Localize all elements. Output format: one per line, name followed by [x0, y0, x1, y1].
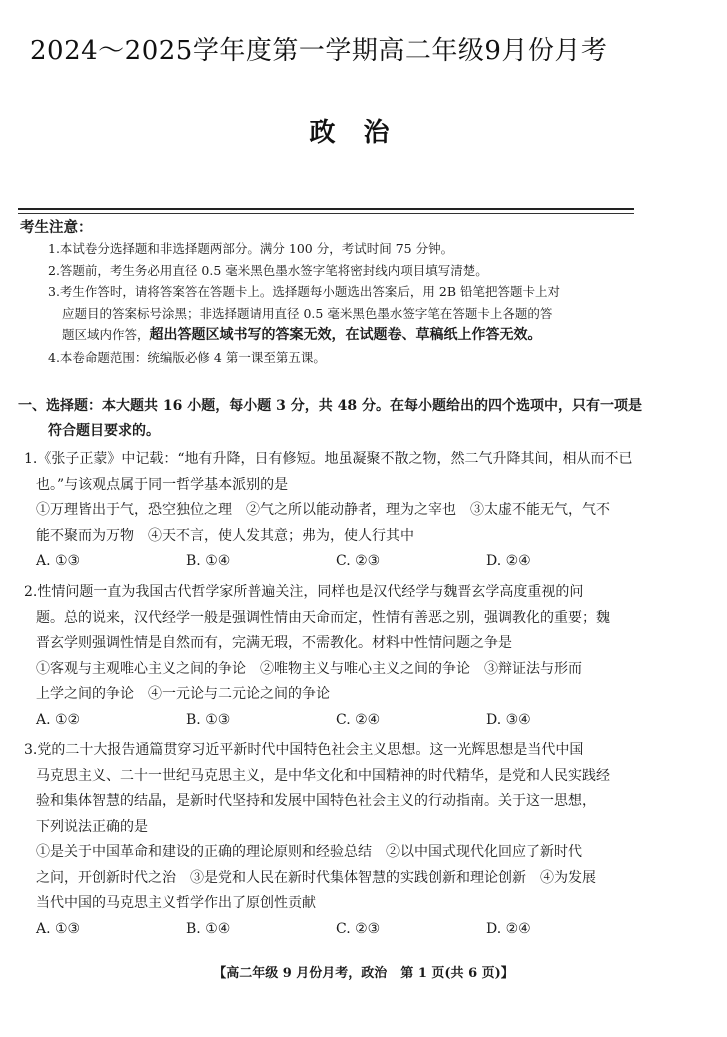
- divider-thin: [18, 213, 634, 214]
- question-text: 1.《张子正蒙》中记载：“地有升降，日有修短。地虽凝聚不散之物，然二气升降其间，相从而不已: [24, 451, 633, 467]
- page-footer: 【高二年级 9 月份月考，政治 第 1 页(共 6 页)】: [213, 966, 514, 981]
- question-text: 之问，开创新时代之治 ③是党和人民在新时代集体智慧的实践创新和理论创新 ④为发展: [36, 869, 596, 886]
- question-text: 3.党的二十大报告通篇贯穿习近平新时代中国特色社会主义思想。这一光辉思想是当代中国: [24, 742, 584, 758]
- choice-b: B. ①④: [186, 553, 231, 569]
- question-text: 能不聚而为万物 ④天不言，使人发其意；弗为，使人行其中: [36, 527, 414, 544]
- question-text: 也。”与该观点属于同一哲学基本派别的是: [36, 476, 289, 493]
- subject-title: 政治: [309, 118, 418, 148]
- notice-item: [48, 347, 658, 369]
- choice-a: A. ①②: [36, 711, 81, 728]
- question-1: [24, 447, 644, 575]
- choice-d: D. ②④: [486, 553, 531, 569]
- section-text: 符合题目要求的。: [48, 423, 160, 439]
- choice-c: C. ②③: [336, 920, 381, 937]
- choice-row: [36, 549, 636, 575]
- question-text: 下列说法正确的是: [36, 818, 148, 835]
- notice-emphasis: 超出答题区域书写的答案无效，在试题卷、草稿纸上作答无效。: [149, 327, 542, 343]
- notice-text: 题区域内作答，: [62, 327, 150, 342]
- notice-item: [48, 238, 658, 260]
- notice-text: 应题目的答案标号涂黑；非选择题请用直径 0.5 毫米黑色墨水签字笔在答题卡上各题的答: [62, 305, 553, 321]
- exam-title: 2024～2025学年度第一学期高二年级9月份月考: [30, 36, 608, 66]
- notice-text-line: [62, 324, 658, 347]
- notice-text: 4.本卷命题范围：统编版必修 4 第一课至第五课。: [48, 349, 326, 365]
- notice-text: 3.考生作答时，请将答案答在答题卡上。选择题每小题选出答案后，用 2B 铅笔把答题卡上对: [48, 284, 561, 299]
- question-text: 上学之间的争论 ④一元论与二元论之间的争论: [36, 686, 330, 702]
- notice-item: [48, 260, 658, 282]
- question-text: ①是关于中国革命和建设的正确的理论原则和经验总结 ②以中国式现代化回应了新时代: [36, 844, 582, 860]
- question-text: 马克思主义、二十一世纪马克思主义，是中华文化和中国精神的时代精华，是党和人民实践经: [36, 767, 610, 784]
- question-3: [24, 738, 644, 942]
- choice-d: D. ③④: [486, 711, 531, 728]
- choice-c: C. ②④: [336, 711, 381, 728]
- question-text: 验和集体智慧的结晶，是新时代坚持和发展中国特色社会主义的行动指南。关于这一思想，: [36, 793, 596, 809]
- choice-a: A. ①③: [36, 920, 81, 937]
- question-text: ①客观与主观唯心主义之间的争论 ②唯物主义与唯心主义之间的争论 ③辩证法与形而: [36, 660, 582, 677]
- question-text: 当代中国的马克思主义哲学作出了原创性贡献: [36, 895, 316, 911]
- choice-row: [36, 708, 636, 734]
- choice-a: A. ①③: [36, 553, 81, 569]
- notice-text: 2.答题前，考生务必用直径 0.5 毫米黑色墨水签字笔将密封线内项目填写清楚。: [48, 262, 488, 278]
- section-text: 一、选择题：本大题共 16 小题，每小题 3 分，共 48 分。在每小题给出的四个选项中，只有一项是: [18, 398, 642, 414]
- question-text: ①万理皆出于气，恐空独位之理 ②气之所以能动静者，理为之宰也 ③太虚不能无气，气不: [36, 502, 610, 518]
- notice-block: [18, 218, 658, 368]
- question-text: 2.性情问题一直为我国古代哲学家所普遍关注，同样也是汉代经学与魏晋玄学高度重视的问: [24, 584, 584, 600]
- section-heading: [18, 394, 668, 444]
- choice-row: [36, 917, 636, 943]
- choice-d: D. ②④: [486, 920, 531, 937]
- choice-c: C. ②③: [336, 553, 381, 569]
- notice-item: [48, 281, 658, 347]
- question-text: 晋玄学则强调性情是自然而有，完满无瑕，不需教化。材料中性情问题之争是: [36, 635, 512, 651]
- divider-thick: [18, 208, 634, 210]
- notice-text: 1.本试卷分选择题和非选择题两部分。满分 100 分，考试时间 75 分钟。: [48, 241, 454, 256]
- choice-b: B. ①④: [186, 920, 231, 937]
- notice-title: 考生注意：: [20, 219, 93, 236]
- choice-b: B. ①③: [186, 711, 231, 728]
- question-2: [24, 580, 644, 733]
- question-text: 题。总的说来，汉代经学一般是强调性情由天命而定，性情有善恶之别，强调教化的重要；魏: [36, 609, 610, 626]
